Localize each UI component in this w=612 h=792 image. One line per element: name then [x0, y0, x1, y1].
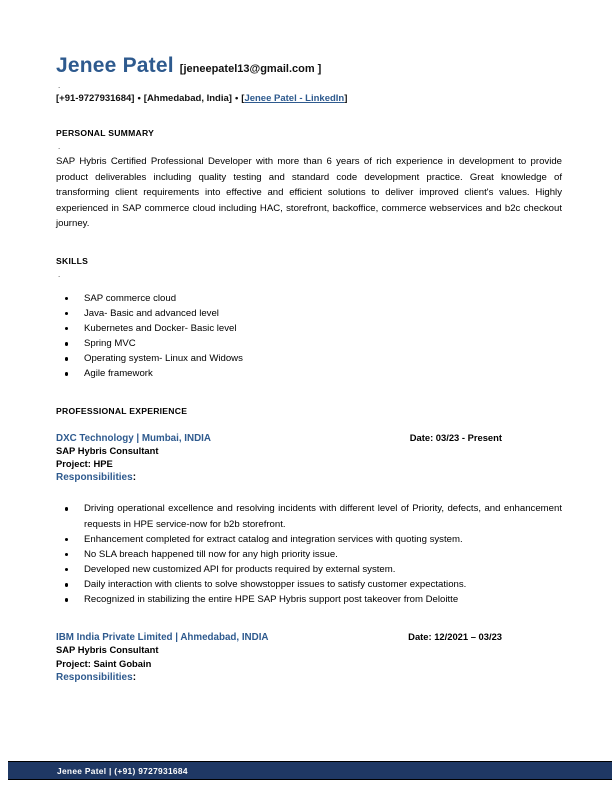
job-date: Date: 12/2021 – 03/23 — [408, 631, 502, 643]
responsibilities-word: Responsibilities — [56, 671, 133, 683]
spacer-after-header — [56, 104, 562, 128]
footer-text: Jenee Patel | (+91) 9727931684 — [57, 765, 188, 776]
job-project: Project: Saint Gobain — [56, 658, 152, 670]
list-item: Spring MVC — [56, 336, 562, 351]
list-item: Enhancement completed for extract catalog and integration services with quoting system. — [56, 532, 562, 547]
spacer-before-resp-1 — [56, 485, 562, 501]
experience-entry — [56, 432, 562, 608]
list-item: Kubernetes and Docker- Basic level — [56, 321, 562, 336]
contact-location: [Ahmedabad, India] — [143, 93, 232, 105]
skills-title: SKILLS — [56, 255, 89, 266]
candidate-name: Jenee Patel — [56, 54, 174, 77]
spacer-after-summary — [56, 232, 562, 256]
list-item: Developed new customized API for products required by external system. — [56, 562, 562, 577]
section-professional-experience — [56, 406, 562, 686]
job-project: Project: HPE — [56, 458, 113, 470]
section-skills — [56, 256, 562, 382]
contact-separator-2: • — [234, 93, 239, 105]
contact-separator-1: • — [137, 93, 141, 105]
list-item: SAP commerce cloud — [56, 291, 562, 306]
resume-header — [56, 55, 562, 77]
job-company: DXC Technology | Mumbai, INDIA — [56, 432, 211, 444]
linkedin-open-bracket: [ — [241, 93, 245, 105]
linkedin-close-bracket: ] — [344, 93, 348, 105]
responsibilities-word: Responsibilities — [56, 471, 133, 483]
candidate-email: [jeneepatel13@gmail.com ] — [179, 63, 322, 75]
job-header — [56, 631, 562, 643]
list-item: Operating system- Linux and Widows — [56, 351, 562, 366]
contact-line — [56, 93, 562, 104]
job-role: SAP Hybris Consultant — [56, 644, 159, 656]
personal-summary-title: PERSONAL SUMMARY — [56, 128, 155, 139]
list-item: No SLA breach happened till now for any high priority issue. — [56, 547, 562, 562]
page-footer-bar — [8, 761, 612, 780]
skills-stray-dot: . — [58, 269, 61, 279]
skills-list — [56, 291, 562, 382]
job-responsibilities-label — [56, 471, 562, 486]
job-responsibilities-label — [56, 671, 562, 686]
spacer-between-jobs — [56, 607, 562, 631]
spacer-after-skills — [56, 382, 562, 406]
list-item: Java- Basic and advanced level — [56, 306, 562, 321]
list-item: Agile framework — [56, 366, 562, 381]
section-personal-summary — [56, 128, 562, 232]
list-item: Daily interaction with clients to solve showstopper issues to satisfy customer expectations. — [56, 577, 562, 592]
resume-content — [56, 55, 562, 685]
header-stray-dot: . — [58, 81, 61, 91]
job-header — [56, 432, 562, 444]
contact-phone: [+91-9727931684] — [56, 93, 135, 105]
responsibilities-colon: : — [132, 671, 137, 683]
experience-entry — [56, 631, 562, 685]
job-role: SAP Hybris Consultant — [56, 444, 159, 456]
summary-stray-dot: . — [58, 142, 61, 152]
job-company: IBM India Private Limited | Ahmedabad, INDIA — [56, 632, 269, 644]
list-item: Recognized in stabilizing the entire HPE SAP Hybris support post takeover from Deloitte — [56, 592, 562, 607]
linkedin-link[interactable]: Jenee Patel - LinkedIn — [244, 93, 345, 105]
job-responsibilities-list — [56, 501, 562, 607]
job-date: Date: 03/23 - Present — [409, 431, 502, 443]
spacer-before-job-1 — [56, 416, 562, 432]
responsibilities-colon: : — [132, 471, 137, 483]
professional-experience-title: PROFESSIONAL EXPERIENCE — [56, 405, 188, 416]
personal-summary-text: SAP Hybris Certified Professional Developer with more than 6 years of rich experience in development to provide product deliverables including quality testing and standard code development practice. Great knowledge of transforming client requirements into effective and efficient solutions to deliver improved client's values. Highly experienced in SAP commerce cloud including HAC, storefront, backoffice, commerce webservices and b2c checkout journey. — [56, 156, 562, 230]
spacer-skills — [56, 282, 562, 291]
list-item: Driving operational excellence and resolving incidents with different level of Priority, defects, and enhancement requests in HPE service-now for b2b storefront. — [56, 501, 562, 531]
